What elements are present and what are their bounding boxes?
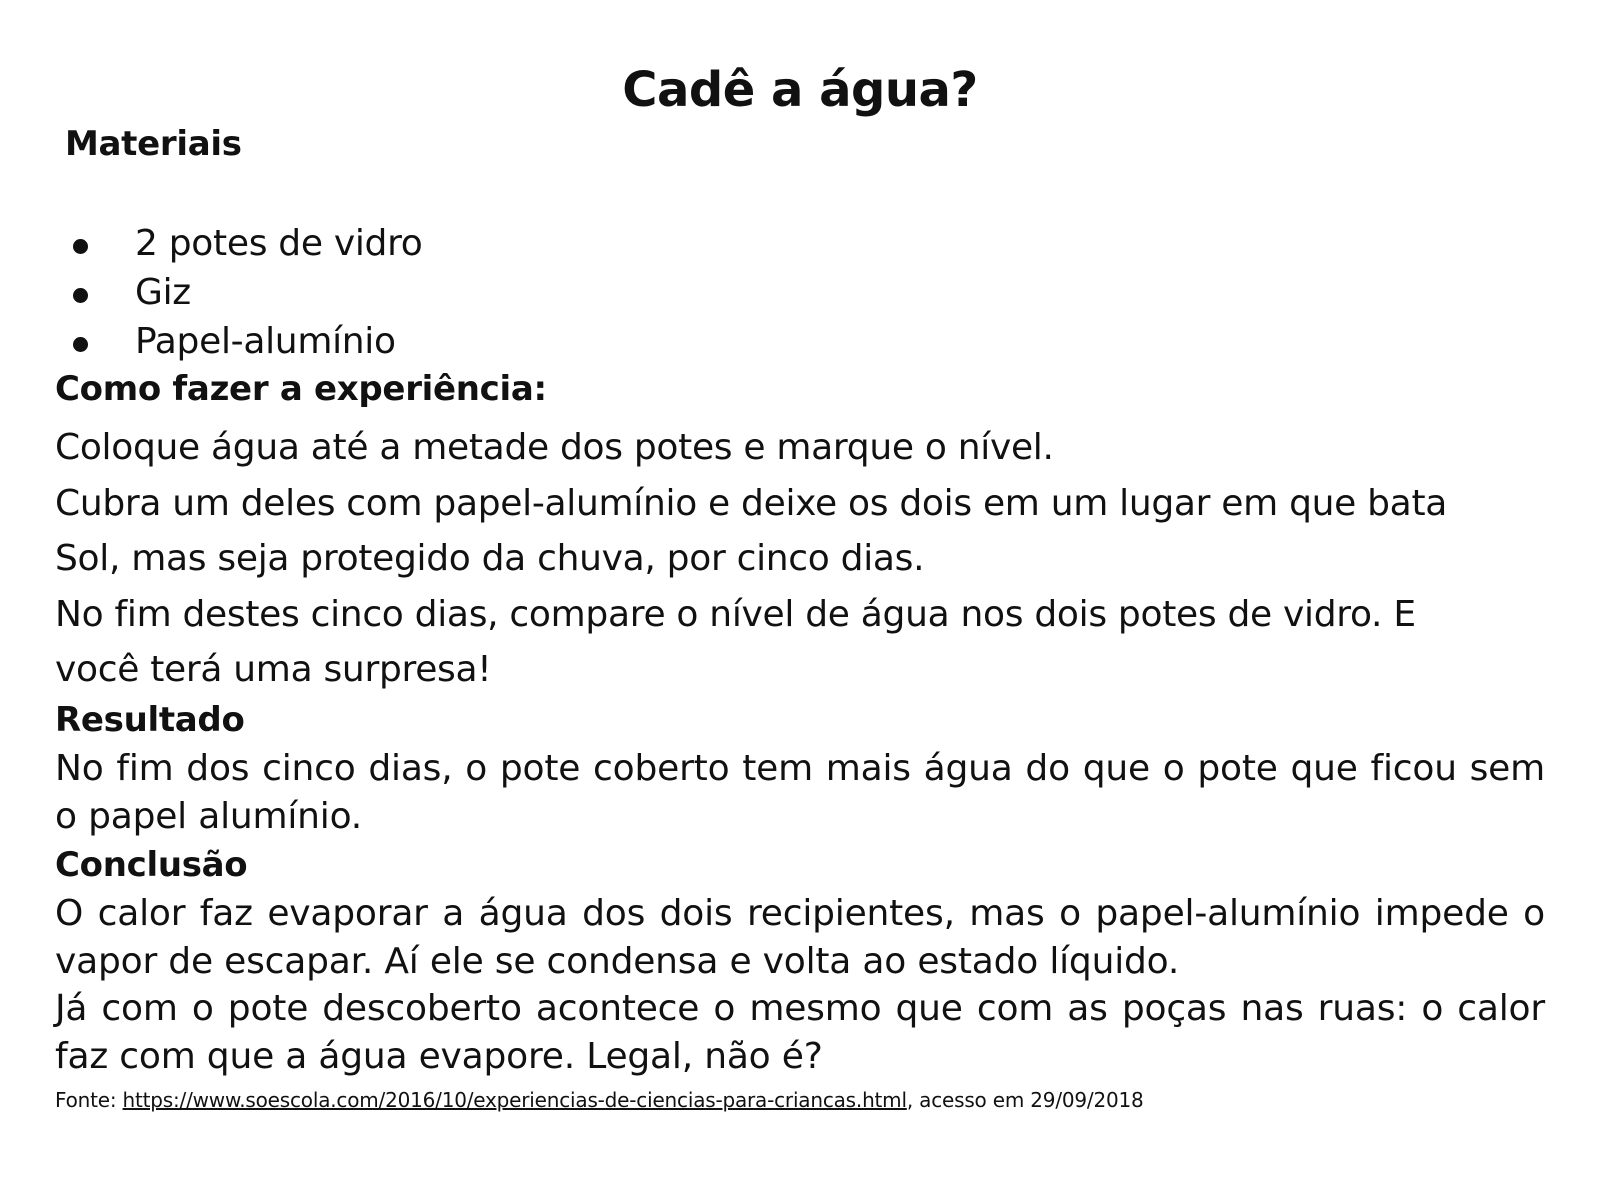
conclusion-paragraph: Já com o pote descoberto acontece o mesmo que com as poças nas ruas: o calor faz com que a água evapore. Legal, não é? [55, 988, 1545, 1077]
howto-instructions [55, 420, 1555, 698]
instruction-line: Cubra um deles com papel-alumínio e deixe os dois em um lugar em que bata [55, 482, 1448, 524]
source-suffix: , acesso em 29/09/2018 [906, 1088, 1144, 1112]
conclusion-paragraph: O calor faz evaporar a água dos dois recipientes, mas o papel-alumínio impede o vapor de escapar. Aí ele se condensa e volta ao estado líquido. [55, 893, 1545, 982]
bullet-icon [73, 239, 88, 254]
materials-list [70, 220, 423, 367]
bullet-icon [73, 288, 88, 303]
instruction-line: você terá uma surpresa! [55, 649, 492, 690]
list-item-label: Papel-alumínio [135, 321, 396, 362]
instruction-line: No fim destes cinco dias, compare o nível de água nos dois potes de vidro. E [55, 593, 1416, 635]
list-item [70, 269, 423, 318]
instruction-line: Sol, mas seja protegido da chuva, por cinco dias. [55, 538, 925, 579]
conclusion-heading: Conclusão [55, 845, 248, 885]
page-title: Cadê a água? [622, 62, 978, 118]
source-citation [55, 1087, 1144, 1113]
result-heading: Resultado [55, 700, 245, 740]
source-link[interactable]: https://www.soescola.com/2016/10/experiencias-de-ciencias-para-criancas.html [122, 1088, 907, 1112]
result-paragraph: No fim dos cinco dias, o pote coberto tem mais água do que o pote que ficou sem o papel alumínio. [55, 748, 1545, 837]
source-prefix: Fonte: [55, 1088, 123, 1112]
list-item-label: 2 potes de vidro [135, 223, 423, 264]
list-item-label: Giz [135, 272, 191, 313]
list-item [70, 318, 423, 367]
list-item [70, 220, 423, 269]
materials-heading: Materiais [65, 124, 242, 164]
howto-heading: Como fazer a experiência: [55, 369, 547, 409]
instruction-line: Coloque água até a metade dos potes e marque o nível. [55, 427, 1054, 468]
bullet-icon [73, 337, 88, 352]
